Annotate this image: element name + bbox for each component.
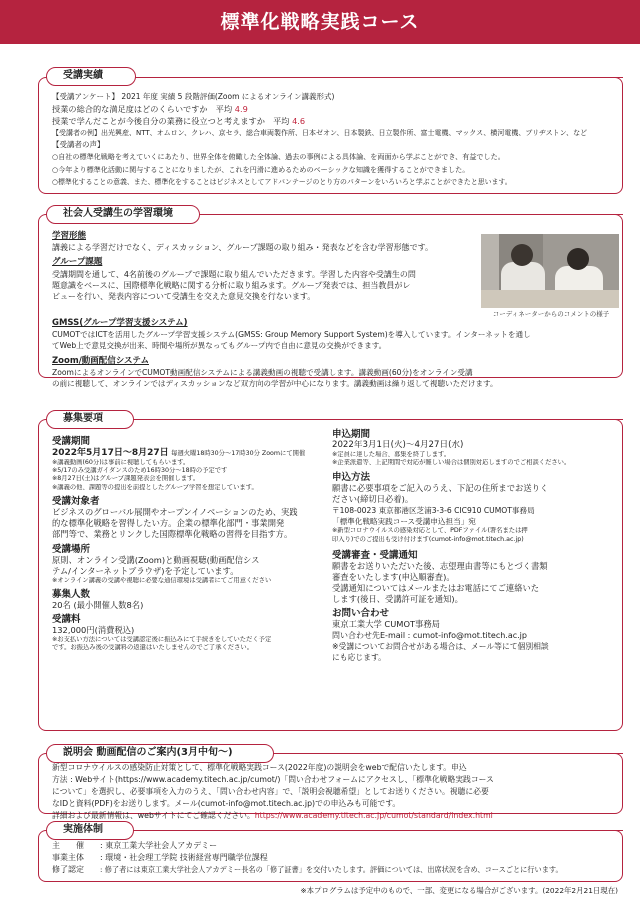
avg-score-1: 4.9 — [234, 104, 248, 115]
capacity-text: 20名 (最小開催人数8名) — [52, 599, 144, 610]
heading-zoom: Zoom/動画配信システム — [52, 355, 149, 366]
results-body — [52, 91, 617, 188]
address-note: ※新型コロナウイルスの感染対応として、PDFファイル(署名または押 — [332, 527, 528, 535]
application-note: ※企業派遣等、上記期間で対応が難しい場合は個別対応しますのでご相談ください。 — [332, 459, 571, 467]
target-text: ビジネスのグローバル展開やオープンイノベーションのため、実践 — [52, 506, 298, 517]
section-title-organization: 実施体制 — [46, 821, 134, 840]
survey-q2: 授業で学んだことが今後自分の業務に役立つと考えますか 平均 4.6 — [52, 116, 306, 127]
section-title-briefing: 説明会 動画配信のご案内(3月中旬〜) — [46, 744, 274, 763]
survey-heading: 【受講アンケート】 2021 年度 実績 5 段階評価(Zoom によるオンライン講義形式) — [52, 92, 335, 101]
text-learning-style: 講義による学習だけでなく、ディスカッション、グループ課題の取り組み・発表などを含む学習形態です。 — [52, 243, 434, 253]
period-note: ※講義動画(60分)は事前に視聴してもらいます。 — [52, 459, 190, 466]
heading-gmss: GMSS(グループ学習支援システム) — [52, 318, 188, 328]
heading-capacity: 募集人数 — [52, 588, 91, 600]
divider — [270, 753, 623, 754]
voice-item: ○自社の標準化戦略を考えていくにあたり、世界全体を俯瞰した全体論、過去の事例による具体論、を両面から学ぶことができ、有益でした。 — [52, 152, 505, 162]
briefing-text: なIDと資料(PDF)をお送りします。メール(cumot-info@mot.titech.ac.jp)での申込みも可能です。 — [52, 799, 401, 808]
method-text: 願書に必要事項をご記入のうえ、下記の住所までお送りく — [332, 483, 549, 494]
heading-contact: お問い合わせ — [332, 607, 390, 619]
place-note: ※オンライン講義の受講や視聴に必要な通信環境は受講者にてご用意ください — [52, 576, 272, 584]
method-text: ださい(締切日必着)。 — [332, 494, 414, 505]
review-text: 願書をお送りいただいた後、志望理由書等にもとづく書類 — [332, 560, 548, 571]
divider — [130, 77, 623, 78]
briefing-text: 新型コロナウイルスの感染防止対策として、標準化戦略実践コース(2022年度)の説明会をwebで配信いたします。申込 — [52, 763, 467, 772]
mailing-address: 「標準化戦略実践コース受講申込担当」宛 — [332, 517, 476, 527]
footer-note: ※本プログラムは予定中のもので、一部、変更になる場合がございます。(2022年2月21日現在) — [300, 886, 618, 895]
review-text: 受講通知についてはメールまたはお電話にてご連絡いた — [332, 582, 540, 593]
application-note: ※定員に達した場合、募集を終了します。 — [332, 451, 451, 458]
voice-item: ○今年より標準化活動に関与することになりましたが、これを円滑に進めるためのベーシックな知識を獲得することができました。 — [52, 164, 470, 174]
participant-examples: 【受講者の例】出光興産、NTT、オムロン、クレハ、京セラ、総合車両製作所、日本ゼオン、日本製鉄、日立製作所、富士電機、マックス、横河電機、ブリヂストン、など — [52, 129, 588, 138]
briefing-body — [52, 762, 618, 822]
target-text: 的な標準化戦略を習得したい方。企業の標準化部門・事業開発 — [52, 517, 285, 528]
environment-body-top — [52, 231, 482, 302]
fee-text: 132,000円(消費税込) — [52, 624, 135, 635]
period-note: ※講義の他、課題等の提出を前提としたグループ学習を想定しています。 — [52, 483, 258, 491]
section-title-environment: 社会人受講生の学習環境 — [46, 205, 200, 224]
heading-target: 受講対象者 — [52, 495, 100, 507]
recruitment-right — [332, 429, 617, 663]
environment-body-bottom — [52, 318, 617, 389]
text-group-task: 受講期間を通して、4名前後のグループで課題に取り組んでいただきます。学習した内容や受講生の問 — [52, 269, 416, 279]
page-title: 標準化戦略実践コース — [0, 0, 640, 44]
org-row: 主 催 : 東京工業大学社会人アカデミー — [52, 841, 218, 850]
section-title-results: 受講実績 — [46, 67, 136, 86]
place-text: テム/インターネットブラウザ)を予定しています。 — [52, 565, 239, 576]
text-zoom: の前に視聴して、オンラインではディスカッションなど双方向の学習が中心になります。講義動画は繰り返して視聴いただけます。 — [52, 379, 498, 389]
heading-application-period: 申込期間 — [332, 429, 371, 440]
heading-application-method: 申込方法 — [332, 472, 371, 484]
contact-note: ※受講についてお問合せがある場合は、メール等にて個別相談 — [332, 641, 549, 651]
briefing-text: 方法 : Webサイト(https://www.academy.titech.ac.jp/cumot/)「問い合わせフォームにアクセスし、「標準化戦略実践コース — [52, 775, 494, 784]
avg-score-2: 4.6 — [292, 116, 306, 127]
text-gmss: CUMOTではICTを活用したグループ学習支援システム(GMSS: Group Memory Support System)を導入しています。インターネットを通し — [52, 330, 531, 340]
heading-fee: 受講料 — [52, 613, 81, 625]
discussion-photo — [481, 234, 619, 308]
heading-learning-style: 学習形態 — [52, 231, 87, 241]
review-text: 審査をいたします(申込順審査)。 — [332, 571, 455, 582]
divider — [128, 830, 623, 831]
fee-note: ※お支払い方法については受講認定後に振込みにて手続きをしていただく予定 — [52, 635, 272, 643]
heading-period: 受講期間 — [52, 436, 91, 447]
period-note: ※5/17のみ受講ガイダンスのため16時30分〜18時の予定です — [52, 467, 228, 475]
voices-heading: 【受講者の声】 — [52, 140, 105, 150]
heading-place: 受講場所 — [52, 543, 91, 555]
address-note: 印入り)でのご提出も受け付けます(cumot-info@mot.titech.ac.jp) — [332, 535, 524, 543]
text-zoom: ZoomによるオンラインでCUMOT動画配信システムによる講義動画の視聴で受講します。講義動画(60分)をオンライン受講 — [52, 367, 473, 377]
contact-office: 東京工業大学 CUMOT事務局 — [332, 618, 440, 629]
review-text: します(後日、受講許可証を通知)。 — [332, 593, 463, 604]
target-text: 部門等で、業務とリンクした国際標準化戦略の習得を目指す方。 — [52, 528, 293, 539]
heading-group-task: グループ課題 — [52, 257, 103, 268]
place-text: 原則、オンライン受講(Zoom)と動画視聴(動画配信シス — [52, 554, 260, 565]
survey-q1: 授業の総合的な満足度はどのくらいですか 平均 4.9 — [52, 104, 248, 115]
photo-caption: コーディネーターからのコメントの様子 — [492, 310, 610, 318]
voice-item: ○標準化することの意義、また、標準化をすることはビジネスとしてアドバンテージのとり方のパターンをいろいろと学ぶことができたと思います。 — [52, 177, 512, 186]
fee-note: です。お振込み後の受講料の返還はいたしませんのでご了承ください。 — [52, 644, 253, 652]
recruitment-left — [52, 436, 322, 652]
org-row: 修了認定 : 修了者には東京工業大学社会人アカデミー長名の「修了証書」を交付いたします。評価については、出席状況を含め、コースごとに行います。 — [52, 865, 563, 874]
heading-review: 受講審査・受講通知 — [332, 549, 418, 561]
period-note: ※8月27日(土)はグループ課題発表会を開催します。 — [52, 475, 200, 483]
mailing-address: 〒108-0023 東京都港区芝浦3-3-6 CIC910 CUMOT事務局 — [332, 506, 535, 516]
text-group-task: 題意識をベースに、国際標準化戦略に関する分析に取り組みます。グループ発表では、担当教員がレ — [52, 280, 411, 290]
website-link[interactable]: https://www.academy.titech.ac.jp/cumot/standard/index.html — [254, 811, 493, 820]
text-gmss: てWeb上で意見交換が出来、時間や場所が異なってもグループ内で自由に意見の交換ができます。 — [52, 341, 387, 351]
contact-note: にも応じます。 — [332, 652, 386, 662]
org-row: 事業主体 : 環境・社会理工学院 技術経営専門職学位課程 — [52, 853, 268, 862]
divider — [195, 214, 623, 215]
divider — [128, 419, 623, 420]
section-title-recruitment: 募集要項 — [46, 410, 134, 429]
briefing-text: について」を選択し、必要事項を入力のうえ、「問い合わせ内容」で、「説明会視聴希望」としてお送りください。視聴に必要 — [52, 787, 489, 796]
application-period: 2022年3月1日(火)〜4月27日(水) — [332, 440, 464, 450]
text-group-task: ビューを行い、発表内容について受講生を交えた意見交換を行ないます。 — [52, 292, 316, 302]
briefing-last-line: 詳細および最新情報は、webサイトにてご確認ください。https://www.academy.titech.ac.jp/cumot/standard/index.html — [52, 811, 493, 820]
period-line: 2022年5月17日〜8月27日 毎週火曜18時30分〜17時30分 Zoomにて開催 — [52, 448, 306, 458]
contact-email: 問い合わせ先E-mail : cumot-info@mot.titech.ac.jp — [332, 630, 527, 640]
organization-body — [52, 840, 618, 876]
